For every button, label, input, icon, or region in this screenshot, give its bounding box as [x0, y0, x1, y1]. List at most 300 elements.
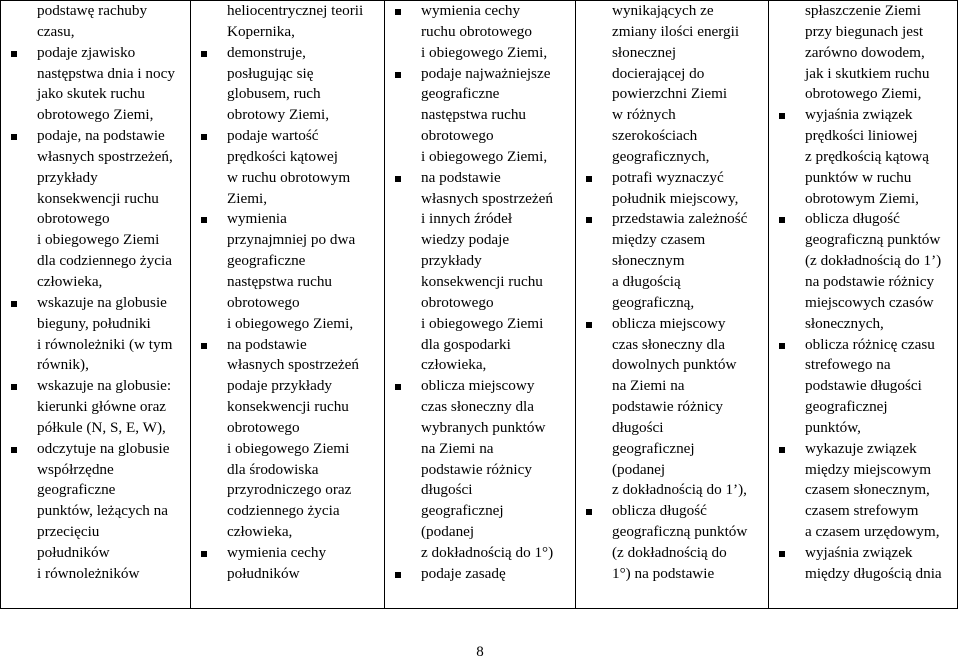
line-text: na Ziemi na — [421, 439, 494, 457]
text-line — [584, 335, 768, 356]
square-bullet-icon — [201, 551, 207, 557]
text-line — [199, 564, 384, 585]
line-text: południków — [227, 564, 300, 582]
line-text: docierającej do — [612, 64, 705, 82]
line-text: (podanej — [612, 460, 666, 478]
text-line — [584, 543, 768, 564]
text-line — [199, 418, 384, 439]
line-text: własnych spostrzeżeń, — [37, 147, 173, 165]
line-text: z prędkością kątową — [805, 147, 929, 165]
line-text: heliocentrycznej teorii — [227, 2, 364, 19]
line-text: prędkości kątowej — [227, 147, 338, 165]
line-text: wyjaśnia związek — [805, 106, 913, 124]
bullet-item-line — [393, 1, 575, 22]
square-bullet-icon — [586, 509, 592, 515]
line-text: (z dokładnością do 1’) — [805, 252, 942, 270]
line-text: Ziemi, — [227, 189, 268, 207]
text-line — [199, 22, 384, 43]
text-line — [9, 209, 190, 230]
line-text: współrzędne — [37, 460, 114, 478]
line-text: obrotowego Ziemi, — [37, 106, 154, 124]
line-text: czasem strefowym — [805, 502, 919, 520]
text-line — [584, 64, 768, 85]
line-text: podaje najważniejsze — [421, 64, 551, 82]
text-line — [393, 397, 575, 418]
line-text: dla codziennego życia — [37, 252, 172, 270]
line-text: i obiegowego Ziemi, — [421, 43, 548, 61]
text-line — [9, 84, 190, 105]
text-line — [9, 564, 190, 585]
line-text: strefowego na — [805, 356, 891, 374]
text-line — [199, 1, 384, 22]
line-text: na podstawie — [227, 335, 307, 353]
text-line — [777, 43, 957, 64]
line-text: człowieka, — [227, 523, 293, 541]
text-line — [9, 501, 190, 522]
text-line — [777, 1, 957, 22]
text-line — [393, 439, 575, 460]
line-text: przykłady — [421, 252, 482, 270]
line-text: własnych spostrzeżeń — [227, 356, 360, 374]
text-line — [584, 189, 768, 210]
text-line — [584, 272, 768, 293]
text-line — [393, 543, 575, 564]
square-bullet-icon — [586, 176, 592, 182]
text-line — [777, 480, 957, 501]
page-number: 8 — [476, 644, 484, 660]
line-text: podaje wartość — [227, 127, 319, 145]
text-line — [393, 501, 575, 522]
line-text: słonecznej — [612, 43, 677, 61]
line-text: człowieka, — [37, 272, 103, 290]
line-text: jako skutek ruchu — [37, 85, 145, 103]
line-text: oblicza długość — [612, 502, 707, 520]
bullet-item-line — [393, 168, 575, 189]
line-text: geograficzną punktów — [805, 231, 941, 249]
line-text: na podstawie różnicy — [805, 272, 935, 290]
bullet-item-line — [199, 126, 384, 147]
line-text: 1°) na podstawie — [612, 564, 715, 582]
line-text: i obiegowego Ziemi, — [227, 314, 354, 332]
line-text: oblicza długość — [805, 210, 900, 228]
line-text: jak i skutkiem ruchu — [805, 64, 930, 82]
bullet-item-line — [777, 209, 957, 230]
bullet-item-line — [9, 376, 190, 397]
line-text: wyjaśnia związek — [805, 543, 913, 561]
text-line — [777, 418, 957, 439]
text-line — [9, 335, 190, 356]
text-line — [9, 147, 190, 168]
line-text: południk miejscowy, — [612, 189, 739, 207]
table-column-5 — [768, 1, 958, 608]
text-line — [584, 105, 768, 126]
line-text: oblicza różnicę czasu — [805, 335, 935, 353]
text-line — [9, 480, 190, 501]
line-text: podaje zjawisko — [37, 43, 136, 61]
text-line — [199, 376, 384, 397]
square-bullet-icon — [11, 447, 17, 453]
bullet-item-line — [9, 43, 190, 64]
line-text: a czasem urzędowym, — [805, 523, 940, 541]
line-text: czasem słonecznym, — [805, 481, 930, 499]
text-line — [393, 480, 575, 501]
line-text: punktów, leżących na — [37, 502, 169, 520]
square-bullet-icon — [201, 343, 207, 349]
text-line — [199, 397, 384, 418]
line-text: dla gospodarki — [421, 335, 511, 353]
text-line — [584, 522, 768, 543]
line-text: i obiegowego Ziemi — [227, 439, 350, 457]
line-text: obrotowego — [227, 293, 300, 311]
square-bullet-icon — [586, 217, 592, 223]
text-line — [777, 293, 957, 314]
bullet-item-line — [777, 439, 957, 460]
text-line — [9, 272, 190, 293]
line-text: w ruchu obrotowym — [227, 168, 351, 186]
text-line — [199, 293, 384, 314]
line-text: punktów w ruchu — [805, 168, 912, 186]
text-line — [584, 84, 768, 105]
line-text: między czasem — [612, 231, 706, 249]
text-line — [393, 272, 575, 293]
square-bullet-icon — [201, 51, 207, 57]
text-line — [584, 418, 768, 439]
line-text: południków — [37, 543, 110, 561]
text-line — [584, 126, 768, 147]
line-text: wynikających ze — [612, 2, 714, 19]
square-bullet-icon — [395, 176, 401, 182]
text-line — [584, 439, 768, 460]
line-text: (z dokładnością do — [612, 543, 727, 561]
line-text: wymienia — [227, 210, 287, 228]
text-line — [777, 147, 957, 168]
line-text: dowolnych punktów — [612, 356, 737, 374]
table-column-4 — [575, 1, 768, 608]
line-text: obrotowego — [227, 418, 300, 436]
text-line — [393, 230, 575, 251]
text-line — [777, 564, 957, 585]
bullet-item-line — [584, 168, 768, 189]
text-line — [199, 230, 384, 251]
text-line — [393, 84, 575, 105]
bullet-item-line — [777, 335, 957, 356]
line-text: i równoleżniki (w tym — [37, 335, 173, 353]
line-text: i innych źródeł — [421, 210, 513, 228]
text-line — [777, 189, 957, 210]
line-text: wskazuje na globusie: — [37, 377, 172, 395]
line-text: następstwa ruchu — [227, 272, 333, 290]
text-line — [9, 418, 190, 439]
text-line — [199, 522, 384, 543]
text-line — [9, 251, 190, 272]
line-text: półkule (N, S, E, W), — [37, 418, 166, 436]
text-line — [9, 189, 190, 210]
line-text: oblicza miejscowy — [421, 377, 535, 395]
square-bullet-icon — [201, 217, 207, 223]
text-line — [777, 64, 957, 85]
text-line — [777, 126, 957, 147]
text-line — [393, 314, 575, 335]
line-text: powierzchni Ziemi — [612, 85, 728, 103]
text-line — [777, 251, 957, 272]
table-column-3 — [384, 1, 575, 608]
line-text: podaje, na podstawie — [37, 127, 165, 145]
line-text: słonecznym — [612, 252, 685, 270]
square-bullet-icon — [11, 51, 17, 57]
line-text: podstawie różnicy — [612, 398, 723, 416]
line-text: przedstawia zależność — [612, 210, 748, 228]
line-text: miejscowych czasów — [805, 293, 934, 311]
square-bullet-icon — [201, 134, 207, 140]
line-text: czasu, — [37, 22, 75, 40]
text-line — [9, 460, 190, 481]
square-bullet-icon — [779, 343, 785, 349]
line-text: między długością dnia — [805, 564, 942, 582]
text-line — [777, 501, 957, 522]
line-text: dla środowiska — [227, 460, 319, 478]
text-line — [393, 522, 575, 543]
line-text: z dokładnością do 1°) — [421, 543, 554, 561]
text-line — [777, 460, 957, 481]
line-text: geograficznej — [805, 398, 888, 416]
line-text: przyrodniczego oraz — [227, 481, 352, 499]
line-text: długości — [421, 481, 473, 499]
line-text: prędkości liniowej — [805, 127, 918, 145]
text-line — [9, 355, 190, 376]
line-text: podstawie długości — [805, 377, 922, 395]
text-line — [393, 209, 575, 230]
text-line — [9, 168, 190, 189]
line-text: (podanej — [421, 523, 475, 541]
line-text: między miejscowym — [805, 460, 932, 478]
text-line — [777, 168, 957, 189]
line-text: na podstawie — [421, 168, 501, 186]
line-text: geograficznej — [612, 439, 695, 457]
text-line — [393, 460, 575, 481]
text-line — [9, 397, 190, 418]
text-line — [393, 335, 575, 356]
line-text: konsekwencji ruchu — [421, 272, 543, 290]
line-text: obrotowego — [421, 293, 494, 311]
text-line — [584, 1, 768, 22]
text-line — [199, 84, 384, 105]
text-line — [584, 355, 768, 376]
square-bullet-icon — [395, 384, 401, 390]
text-line — [393, 43, 575, 64]
square-bullet-icon — [11, 134, 17, 140]
bullet-item-line — [777, 105, 957, 126]
text-line — [584, 397, 768, 418]
text-line — [199, 355, 384, 376]
line-text: Kopernika, — [227, 22, 295, 40]
text-line — [777, 355, 957, 376]
text-line — [393, 251, 575, 272]
line-text: przynajmniej po dwa — [227, 231, 356, 249]
bullet-item-line — [9, 126, 190, 147]
line-text: czas słoneczny dla — [421, 398, 535, 416]
text-line — [584, 22, 768, 43]
text-line — [584, 564, 768, 585]
text-line — [199, 460, 384, 481]
square-bullet-icon — [395, 72, 401, 78]
text-line — [777, 314, 957, 335]
text-line — [393, 293, 575, 314]
line-text: obrotowego — [37, 210, 110, 228]
text-line — [777, 522, 957, 543]
bullet-item-line — [199, 543, 384, 564]
line-text: na Ziemi na — [612, 377, 685, 395]
text-line — [393, 147, 575, 168]
bullet-item-line — [584, 209, 768, 230]
square-bullet-icon — [779, 551, 785, 557]
line-text: równik), — [37, 356, 89, 374]
line-text: geograficznych, — [612, 147, 710, 165]
line-text: posługując się — [227, 64, 314, 82]
line-text: i obiegowego Ziemi — [37, 231, 160, 249]
text-line — [199, 480, 384, 501]
text-line — [199, 189, 384, 210]
line-text: czas słoneczny dla — [612, 335, 726, 353]
table-column-1 — [0, 1, 190, 608]
text-line — [584, 43, 768, 64]
line-text: przykłady — [37, 168, 98, 186]
line-text: następstwa dnia i nocy — [37, 64, 175, 82]
text-line — [9, 64, 190, 85]
line-text: wymienia cechy — [421, 2, 521, 19]
line-text: z dokładnością do 1’), — [612, 481, 747, 499]
line-text: zmiany ilości energii — [612, 22, 740, 40]
line-text: i obiegowego Ziemi, — [421, 147, 548, 165]
line-text: podaje zasadę — [421, 564, 506, 582]
text-line — [9, 230, 190, 251]
line-text: wiedzy podaje — [421, 231, 510, 249]
text-line — [393, 22, 575, 43]
text-line — [777, 84, 957, 105]
line-text: własnych spostrzeżeń — [421, 189, 554, 207]
text-line — [199, 147, 384, 168]
line-text: i równoleżników — [37, 564, 140, 582]
line-text: i obiegowego Ziemi — [421, 314, 544, 332]
text-line — [584, 480, 768, 501]
bullet-item-line — [777, 543, 957, 564]
text-line — [584, 376, 768, 397]
text-line — [777, 22, 957, 43]
text-line — [199, 272, 384, 293]
square-bullet-icon — [586, 322, 592, 328]
square-bullet-icon — [11, 384, 17, 390]
text-line — [777, 397, 957, 418]
line-text: geograficznej — [421, 502, 504, 520]
line-text: punktów, — [805, 418, 861, 436]
text-line — [584, 147, 768, 168]
line-text: obrotowy Ziemi, — [227, 106, 330, 124]
line-text: przy biegunach jest — [805, 22, 924, 40]
text-line — [777, 376, 957, 397]
line-text: kierunki główne oraz — [37, 398, 167, 416]
line-text: konsekwencji ruchu — [37, 189, 159, 207]
bullet-item-line — [9, 439, 190, 460]
line-text: długości — [612, 418, 664, 436]
line-text: podaje przykłady — [227, 377, 333, 395]
text-line — [9, 522, 190, 543]
line-text: wskazuje na globusie — [37, 293, 167, 311]
text-line — [199, 64, 384, 85]
table-column-2 — [190, 1, 384, 608]
line-text: bieguny, południki — [37, 314, 151, 332]
bullet-item-line — [393, 64, 575, 85]
line-text: przecięciu — [37, 523, 100, 541]
line-text: obrotowego — [421, 127, 494, 145]
text-line — [393, 189, 575, 210]
square-bullet-icon — [395, 572, 401, 578]
line-text: podstawę rachuby — [37, 2, 148, 19]
line-text: w różnych — [612, 106, 676, 124]
text-line — [9, 314, 190, 335]
line-text: geograficzne — [37, 481, 116, 499]
line-text: potrafi wyznaczyć — [612, 168, 724, 186]
text-line — [199, 501, 384, 522]
text-line — [393, 418, 575, 439]
bullet-item-line — [199, 43, 384, 64]
text-line — [199, 251, 384, 272]
bullet-item-line — [393, 564, 575, 585]
line-text: zarówno dowodem, — [805, 43, 925, 61]
text-line — [9, 1, 190, 22]
line-text: następstwa ruchu — [421, 106, 527, 124]
square-bullet-icon — [779, 447, 785, 453]
line-text: słonecznych, — [805, 314, 884, 332]
bullet-item-line — [584, 314, 768, 335]
line-text: podstawie różnicy — [421, 460, 532, 478]
line-text: codziennego życia — [227, 502, 340, 520]
text-line — [584, 293, 768, 314]
text-line — [199, 105, 384, 126]
text-line — [393, 126, 575, 147]
line-text: ruchu obrotowego — [421, 22, 532, 40]
bullet-item-line — [9, 293, 190, 314]
line-text: a długością — [612, 272, 681, 290]
text-line — [777, 230, 957, 251]
square-bullet-icon — [779, 113, 785, 119]
line-text: demonstruje, — [227, 43, 306, 61]
line-text: obrotowego Ziemi, — [805, 85, 922, 103]
text-line — [777, 272, 957, 293]
line-text: geograficzne — [227, 252, 306, 270]
text-line — [199, 168, 384, 189]
bullet-item-line — [199, 209, 384, 230]
line-text: geograficzną, — [612, 293, 695, 311]
line-text: konsekwencji ruchu — [227, 398, 349, 416]
text-line — [9, 105, 190, 126]
text-line — [393, 105, 575, 126]
line-text: odczytuje na globusie — [37, 439, 170, 457]
line-text: człowieka, — [421, 356, 487, 374]
line-text: wykazuje związek — [805, 439, 917, 457]
line-text: globusem, ruch — [227, 85, 321, 103]
text-line — [199, 439, 384, 460]
square-bullet-icon — [11, 301, 17, 307]
text-line — [584, 251, 768, 272]
line-text: oblicza miejscowy — [612, 314, 726, 332]
line-text: szerokościach — [612, 127, 698, 145]
square-bullet-icon — [779, 217, 785, 223]
square-bullet-icon — [395, 9, 401, 15]
bullet-item-line — [393, 376, 575, 397]
line-text: spłaszczenie Ziemi — [805, 2, 921, 19]
text-line — [584, 460, 768, 481]
line-text: obrotowym Ziemi, — [805, 189, 919, 207]
bullet-item-line — [584, 501, 768, 522]
